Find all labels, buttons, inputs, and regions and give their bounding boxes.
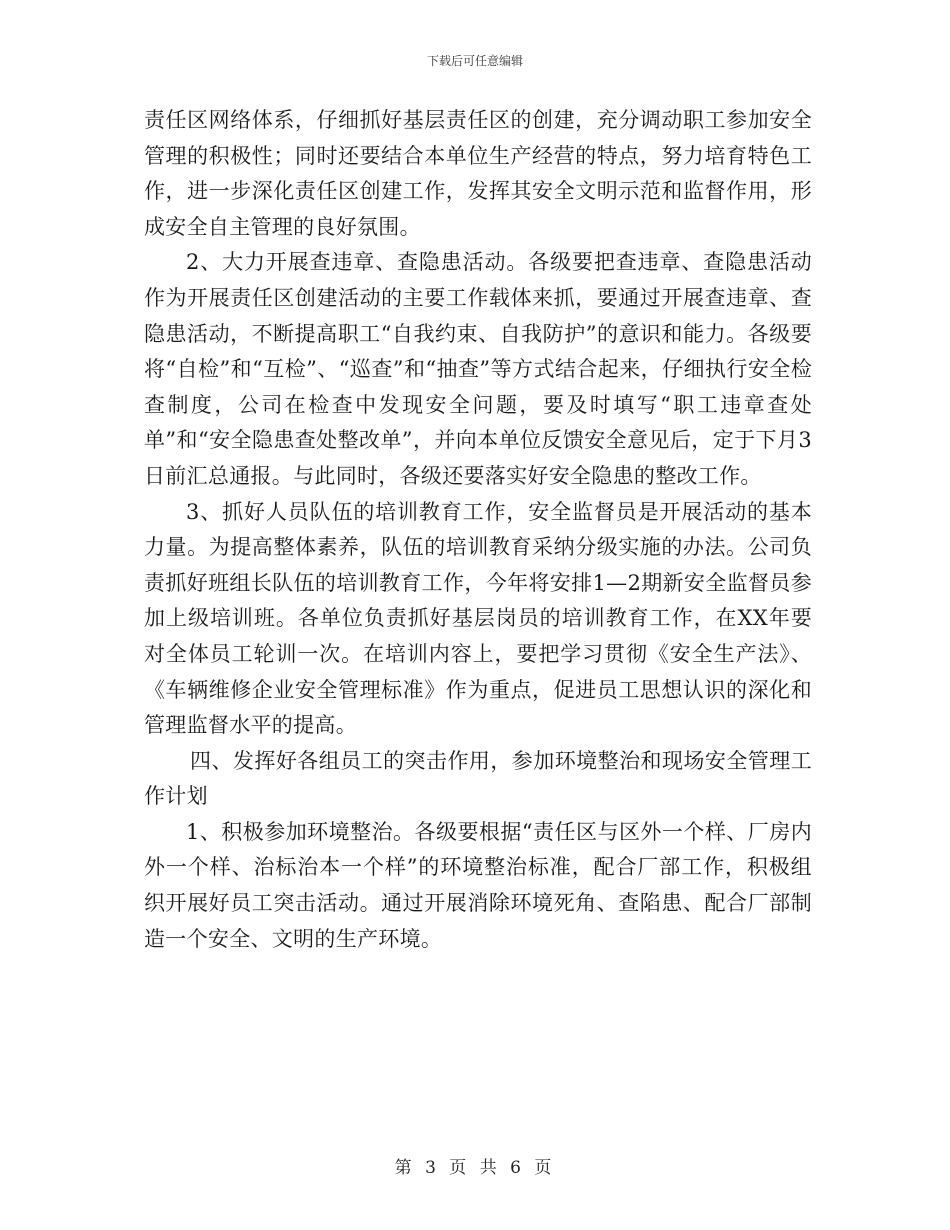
paragraph-item-2: 2、大力开展查违章、查隐患活动。各级要把查违章、查隐患活动作为开展责任区创建活动的主要工作载体来抓，要通过开展查违章、查隐患活动，不断提高职工“自我约束、自我防护”的意识和能力。各级要将“自检”和“互检”、“巡查”和“抽查”等方式结合起来，仔细执行安全检查制度，公司在检查中发现安全问题，要及时填写“职工违章查处单”和“安全隐患查处整改单”，并向本单位反馈安全意见后，定于下月3日前汇总通报。与此同时，各级还要落实好安全隐患的整改工作。	[144, 250, 812, 488]
section-heading-4: 四、发挥好各组员工的突击作用，参加环境整治和现场安全管理工作计划	[144, 748, 812, 809]
page-number-footer: 第 3 页 共 6 页	[394, 1158, 556, 1178]
paragraph-continuation: 责任区网络体系，仔细抓好基层责任区的创建，充分调动职工参加安全管理的积极性；同时还要结合本单位生产经营的特点，努力培育特色工作，进一步深化责任区创建工作，发挥其安全文明示范和监督作用，形成安全自主管理的良好氛围。	[144, 108, 812, 239]
document-body	[144, 103, 812, 957]
paragraph-item-1: 1、积极参加环境整治。各级要根据“责任区与区外一个样、厂房内外一个样、治标治本一个样”的环境整治标准，配合厂部工作，积极组织开展好员工突击活动。通过开展消除环境死角、查陷患、配合厂部制造一个安全、文明的生产环境。	[144, 819, 812, 951]
page-header-note: 下载后可任意编辑	[426, 54, 523, 68]
paragraph-item-3: 3、抓好人员队伍的培训教育工作，安全监督员是开展活动的基本力量。为提高整体素养，队伍的培训教育采纳分级实施的办法。公司负责抓好班组长队伍的培训教育工作，今年将安排1—2期新安全监督员参加上级培训班。各单位负责抓好基层岗员的培训教育工作，在XX年要对全体员工轮训一次。在培训内容上，要把学习贯彻《安全生产法》、《车辆维修企业安全管理标准》作为重点，促进员工思想认识的深化和管理监督水平的提高。	[144, 499, 812, 738]
